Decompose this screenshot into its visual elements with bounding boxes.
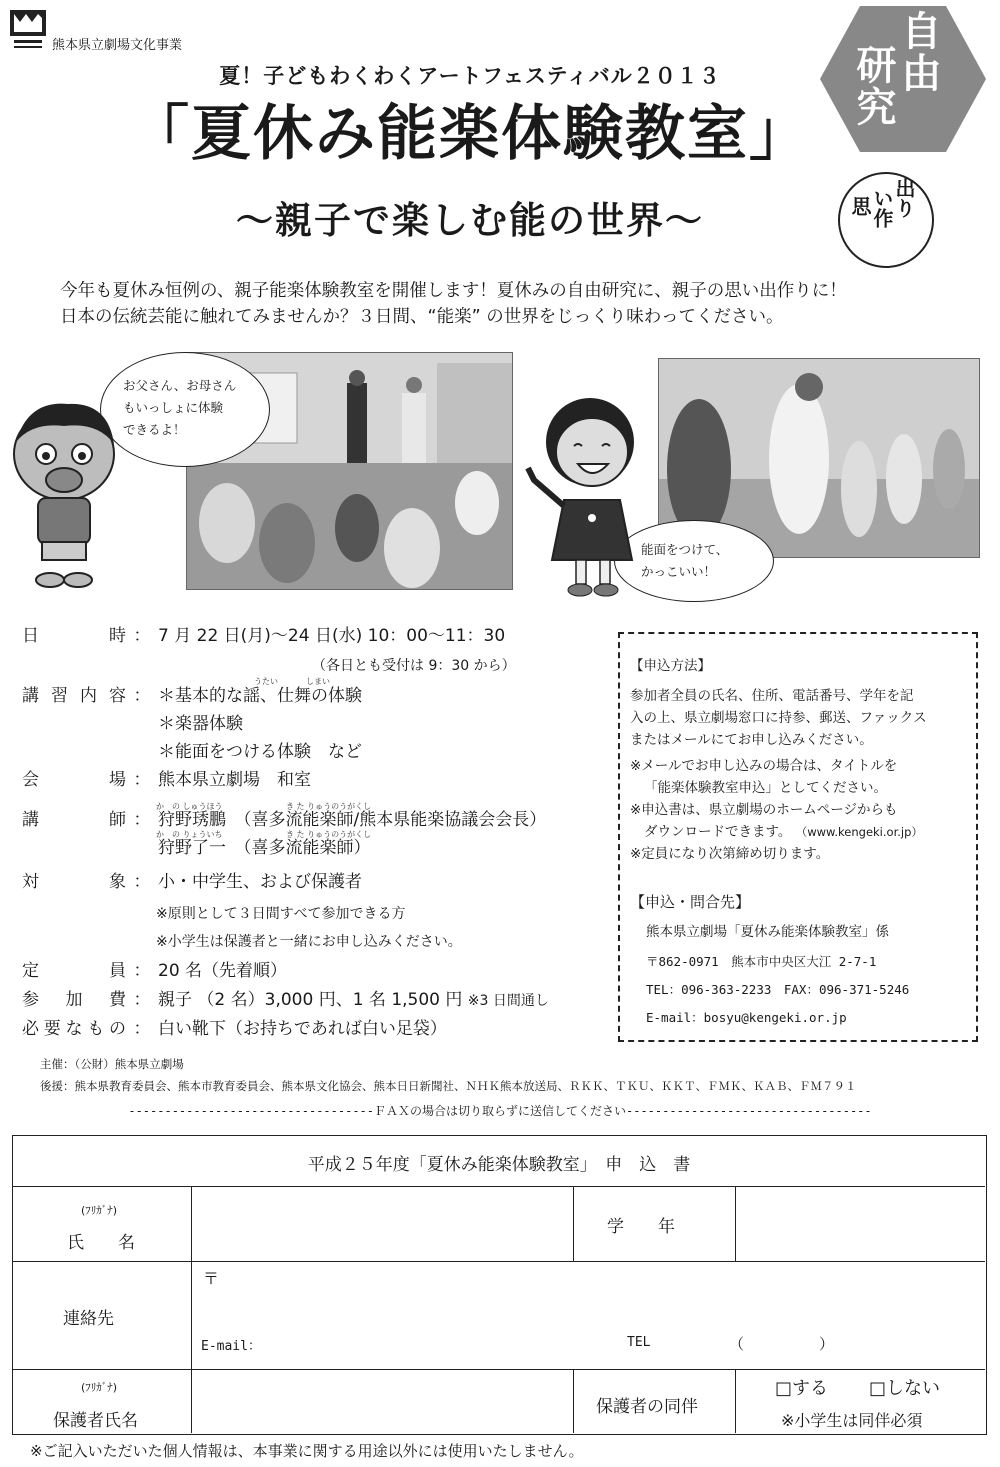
boy-character-illustration	[8, 392, 120, 590]
postal-mark: 〒	[203, 1269, 220, 1288]
application-form	[12, 1135, 987, 1435]
guardian-name-input[interactable]	[198, 1374, 568, 1430]
contact-address: 〒862-0971 熊本市中央区大江 2-7-1	[646, 954, 877, 969]
bubble-line: かっこいい！	[641, 564, 717, 579]
lecturer-label: 講師	[22, 810, 126, 830]
venue-label: 会場	[22, 770, 126, 790]
detail-content	[22, 684, 362, 708]
colon: ：	[133, 1019, 151, 1039]
colon: ：	[133, 626, 151, 646]
items-value: 白い靴下（お持ちであれば白い足袋）	[158, 1019, 447, 1039]
capacity-label: 定員	[22, 961, 126, 981]
festival-name: 夏！子どもわくわくアートフェスティバル２０１３	[219, 64, 721, 88]
website-link[interactable]: （www.kengeki.or.jp）	[795, 825, 923, 839]
name-label: 氏 名	[67, 1233, 135, 1253]
content-item: ＊基本的な謡、仕舞の体験	[158, 686, 362, 706]
email-input[interactable]	[273, 1326, 613, 1362]
organization-name: 熊本県立劇場文化事業	[52, 38, 183, 53]
badge-hex-line2: 研究	[850, 44, 896, 128]
email-label: E-mail：	[201, 1339, 261, 1354]
grade-label: 学 年	[607, 1217, 675, 1237]
bubble-line: できるよ！	[123, 422, 186, 437]
lecturer-2: 狩野了一 （喜多流能楽師）	[158, 838, 371, 858]
intro-line: 今年も夏休み恒例の、親子能楽体験教室を開催します！夏休みの自由研究に、親子の思い出作りに！	[60, 281, 847, 301]
method-line	[644, 822, 923, 842]
method-line: またはメールにてお申し込みください。	[630, 732, 873, 748]
intro-text	[60, 278, 960, 330]
guardian-name-label: 保護者氏名	[53, 1411, 138, 1431]
target-value: 小・中学生、および保護者	[158, 872, 362, 892]
theater-logo	[8, 8, 48, 52]
ruby-shimai: しまい	[306, 677, 330, 686]
bubble-line: お父さん、お母さん	[123, 378, 237, 393]
badge-hex-line1: 自由	[895, 10, 941, 94]
bubble-line: 能面をつけて、	[641, 542, 729, 557]
girl-character-illustration	[520, 390, 650, 600]
contact-heading: 【申込・問合先】	[630, 893, 751, 911]
furigana-label: (ﾌﾘｶﾞﾅ)	[81, 1204, 118, 1217]
detail-venue	[22, 768, 311, 792]
venue-value: 熊本県立劇場 和室	[158, 770, 311, 790]
cut-line: ----------------------------------ＦＡＸの場合は切り取らずに送信してください----------------------------------	[128, 1104, 872, 1118]
detail-items	[22, 1017, 447, 1041]
method-line: ※メールでお申し込みの場合は、タイトルを	[630, 758, 898, 774]
badge-circle-line2: い作	[870, 188, 894, 228]
bubble-line: もいっしょに体験	[123, 400, 224, 415]
colon: ：	[133, 961, 151, 981]
content-item: ＊能面をつける体験 など	[158, 742, 362, 762]
method-line: 「能楽体験教室申込」としてください。	[644, 780, 887, 796]
detail-fee	[22, 988, 549, 1013]
contact-phone: TEL：096-363-2233 FAX：096-371-5246	[646, 982, 910, 997]
ruby-lecturer1-name: か の しゅうほう	[156, 802, 223, 811]
content-item: ＊楽器体験	[158, 714, 243, 734]
colon: ：	[133, 872, 151, 892]
speech-bubble-left	[100, 352, 270, 467]
form-title: 平成２５年度「夏休み能楽体験教室」 申 込 書	[307, 1155, 691, 1175]
contact-label: 連絡先	[63, 1309, 114, 1329]
option-no-checkbox[interactable]: □しない	[869, 1378, 941, 1399]
fee-value: 親子 （2 名）3,000 円、1 名 1,500 円	[158, 990, 463, 1010]
accompany-label: 保護者の同伴	[596, 1397, 698, 1417]
colon: ：	[133, 810, 151, 830]
grade-input[interactable]	[741, 1190, 981, 1258]
contact-email[interactable]: E-mail：bosyu@kengeki.or.jp	[646, 1010, 847, 1025]
colon: ：	[133, 990, 151, 1010]
privacy-footnote: ※ご記入いただいた個人情報は、本事業に関する用途以外には使用いたしません。	[30, 1442, 584, 1460]
contact-name: 熊本県立劇場「夏休み能楽体験教室」係	[646, 924, 889, 940]
lecturer-1: 狩野琇鵬 （喜多流能楽師/熊本県能楽協議会会長）	[158, 810, 547, 830]
ruby-lecturer1-school: き た りゅうのうがくし	[286, 802, 372, 811]
tel-paren: （ ）	[729, 1335, 835, 1353]
intro-line: 日本の伝統芸能に触れてみませんか？３日間、“能楽” の世界をじっくり味わってください。	[60, 307, 784, 327]
capacity-value: 20 名（先着順）	[158, 961, 288, 981]
method-line: 入の上、県立劇場窓口に持参、郵送、ファックス	[630, 710, 927, 726]
detail-target	[22, 870, 362, 894]
guardian-furigana-label: (ﾌﾘｶﾞﾅ)	[81, 1381, 118, 1394]
colon: ：	[133, 686, 151, 706]
ruby-lecturer2-school: き た りゅうのうがくし	[286, 830, 372, 839]
main-title: 「夏休み能楽体験教室」	[129, 99, 811, 169]
items-label: 必要なもの	[22, 1019, 126, 1039]
address-input[interactable]	[218, 1266, 978, 1312]
target-label: 対象	[22, 872, 126, 892]
option-yes-checkbox[interactable]: □する	[775, 1378, 829, 1399]
content-label: 講習内容	[22, 686, 126, 706]
date-note: （各日とも受付は 9：30 から）	[312, 658, 516, 674]
sponsor-text: 主催：（公財）熊本県立劇場	[40, 1057, 184, 1071]
detail-capacity	[22, 959, 287, 983]
tel-input[interactable]	[663, 1326, 973, 1362]
date-value: 7 月 22 日(月)〜24 日(水) 10：00〜11：30	[158, 626, 506, 646]
date-label: 日時	[22, 626, 126, 646]
method-line: ※申込書は、県立劇場のホームページからも	[630, 802, 898, 818]
colon: ：	[133, 770, 151, 790]
detail-lecturer	[22, 808, 546, 832]
target-note: ※原則として３日間すべて参加できる方	[156, 906, 406, 922]
method-line: 参加者全員の氏名、住所、電話番号、学年を記	[630, 688, 914, 704]
accompany-note: ※小学生は同伴必須	[781, 1411, 923, 1430]
ruby-utai: うたい	[254, 677, 278, 686]
ruby-lecturer2-name: か の りょういち	[156, 830, 223, 839]
subtitle: 〜親子で楽しむ能の世界〜	[236, 199, 704, 242]
download-text: ダウンロードできます。	[644, 824, 792, 840]
fee-note: ※3 日間通し	[467, 993, 549, 1009]
method-heading: 【申込方法】	[630, 658, 711, 674]
detail-date	[22, 624, 505, 648]
tel-label: TEL	[627, 1335, 651, 1350]
name-input[interactable]	[198, 1190, 568, 1258]
fee-label: 参加費	[22, 990, 126, 1010]
support-text: 後援：熊本県教育委員会、熊本市教育委員会、熊本県文化協会、熊本日日新聞社、ＮＨＫ熊本放送局、ＲＫＫ、ＴＫＵ、ＫＫＴ、ＦＭＫ、ＫＡＢ、ＦＭ７９１	[40, 1079, 857, 1093]
badge-circle-line3: 思	[848, 196, 872, 216]
method-line: ※定員になり次第締め切ります。	[630, 846, 830, 862]
badge-circle-line1: 出り	[892, 178, 916, 218]
target-note: ※小学生は保護者と一緒にお申し込みください。	[156, 934, 462, 950]
